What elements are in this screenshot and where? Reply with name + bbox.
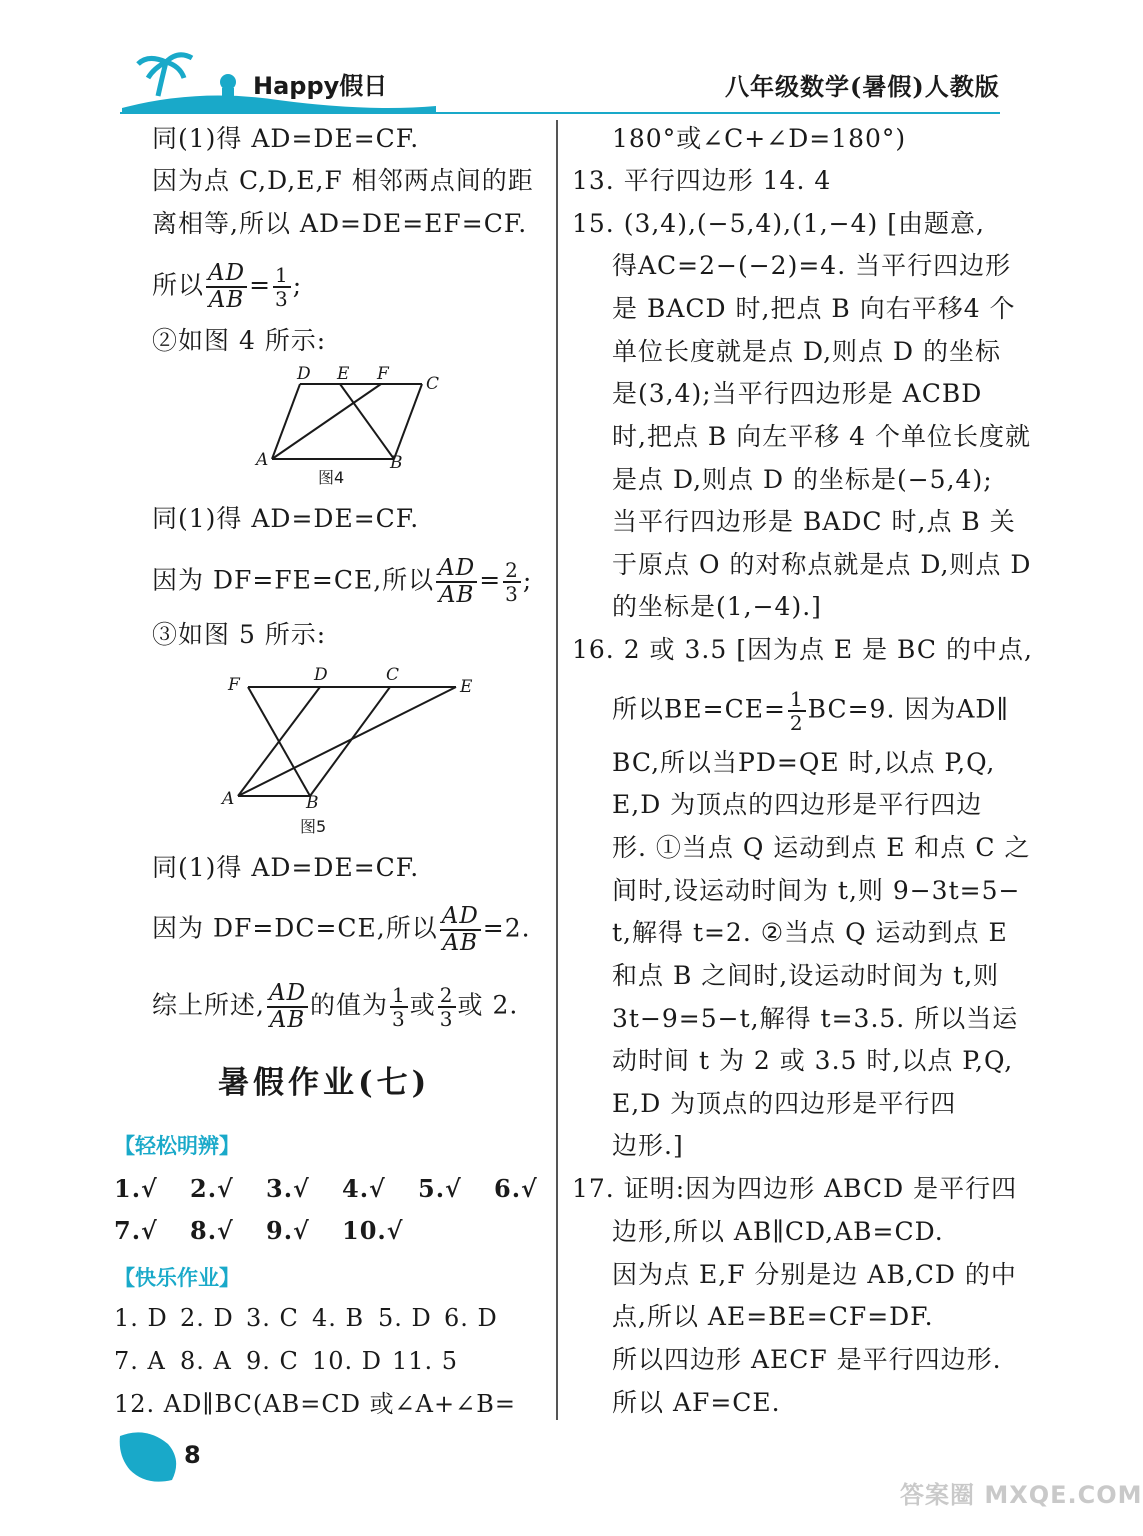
text: 或 2. <box>457 990 519 1020</box>
right-line-5: 是 BACD 时,把点 B 向右平移4 个 <box>612 294 1016 323</box>
numerator: AD <box>438 555 476 581</box>
answer: 3.√ <box>266 1174 310 1203</box>
numerator: AD <box>268 980 307 1006</box>
header-rule <box>120 112 1000 114</box>
right-line-28: 点,所以 AE=BE=CF=DF. <box>612 1302 934 1331</box>
right-line-4: 得AC=2−(−2)=4. 当平行四边形 <box>612 251 1012 280</box>
fraction <box>206 262 247 312</box>
text: 综上所述, <box>152 990 265 1020</box>
logo-text: Happy假日 <box>253 72 388 100</box>
right-line-1: 180°或∠C+∠D=180°) <box>612 124 907 153</box>
answer: 3. C <box>246 1304 299 1332</box>
text: ; <box>292 270 303 300</box>
text: 的值为 <box>310 990 389 1020</box>
fraction <box>503 560 521 604</box>
numerator: 2 <box>505 558 519 582</box>
label-C: C <box>426 374 440 394</box>
denominator: 3 <box>505 582 519 606</box>
right-line-13: 16. 2 或 3.5 [因为点 E 是 BC 的中点, <box>572 635 1033 664</box>
right-line-7: 是(3,4);当平行四边形是 ACBD <box>612 379 983 408</box>
left-line-6: 同(1)得 AD=DE=CF. <box>152 504 420 533</box>
text: 因为 DF=FE=CE,所以 <box>152 565 435 595</box>
denominator: AB <box>269 1007 306 1033</box>
answer: 10.√ <box>342 1216 404 1245</box>
left-line-10 <box>152 905 531 955</box>
label-A: A <box>256 450 269 470</box>
mc-row-2 <box>114 1346 472 1376</box>
numerator: 1 <box>392 983 406 1007</box>
right-line-15: BC,所以当PD=QE 时,以点 P,Q, <box>612 748 996 777</box>
answer: 11. 5 <box>392 1347 459 1375</box>
text: 所以 <box>152 270 205 300</box>
right-line-30: 所以 AF=CE. <box>612 1388 781 1417</box>
right-line-20: 和点 B 之间时,设运动时间为 t,则 <box>612 961 1000 990</box>
text: ; <box>522 565 533 595</box>
right-line-26: 边形,所以 AB∥CD,AB=CD. <box>612 1217 944 1246</box>
label-C: C <box>386 665 400 685</box>
fraction <box>273 265 291 309</box>
answer: 1.√ <box>114 1174 158 1203</box>
right-line-27: 因为点 E,F 分别是边 AB,CD 的中 <box>612 1260 1017 1289</box>
numerator: AD <box>208 260 246 286</box>
right-line-25: 17. 证明:因为四边形 ABCD 是平行四 <box>572 1174 1018 1203</box>
left-line-1: 同(1)得 AD=DE=CF. <box>152 124 420 153</box>
right-line-9: 是点 D,则点 D 的坐标是(−5,4); <box>612 465 993 494</box>
fraction <box>788 689 806 733</box>
text: = <box>249 270 272 300</box>
answer: 10. D <box>312 1347 383 1375</box>
answer: 4. B <box>312 1304 365 1332</box>
denominator: 3 <box>439 1007 454 1031</box>
answer: 8.√ <box>190 1216 234 1245</box>
right-line-11: 于原点 O 的对称点就是点 D,则点 D <box>612 550 1032 579</box>
mc-row-1 <box>114 1303 510 1333</box>
answer: 5. D <box>378 1304 432 1332</box>
left-line-5: ②如图 4 所示: <box>152 326 327 355</box>
right-line-19: t,解得 t=2. ②当点 Q 运动到点 E <box>612 918 1008 947</box>
left-line-11 <box>152 982 518 1032</box>
right-line-3: 15. (3,4),(−5,4),(1,−4) [由题意, <box>572 209 985 238</box>
answer: 2.√ <box>190 1174 234 1203</box>
left-line-4 <box>152 262 302 312</box>
section-title: 暑假作业(七) <box>218 1065 431 1101</box>
answer: 1. D <box>114 1304 168 1332</box>
fraction <box>436 557 477 607</box>
text: 所以BE=CE= <box>612 694 786 724</box>
right-line-16: E,D 为顶点的四边形是平行四边 <box>612 790 983 819</box>
denominator: AB <box>438 582 475 608</box>
figure-5-caption: 图5 <box>300 817 327 836</box>
answer: 8. A <box>180 1347 232 1375</box>
right-line-17: 形. ①当点 Q 运动到点 E 和点 C 之 <box>612 833 1031 862</box>
text: 因为 DF=DC=CE,所以 <box>152 913 438 943</box>
answer: 9. C <box>246 1347 299 1375</box>
figure-5 <box>220 660 490 840</box>
numerator: 1 <box>789 687 804 711</box>
denominator: 2 <box>789 711 804 735</box>
left-line-7 <box>152 557 532 607</box>
figure-4-caption: 图4 <box>318 468 345 487</box>
answer: 9.√ <box>266 1216 310 1245</box>
leaf-icon <box>116 1430 180 1484</box>
label-B: B <box>390 453 403 473</box>
answer: 6. D <box>444 1304 498 1332</box>
right-line-23: E,D 为顶点的四边形是平行四 <box>612 1089 957 1118</box>
right-line-29: 所以四边形 AECF 是平行四边形. <box>612 1345 1002 1374</box>
book-title: 八年级数学(暑假)人教版 <box>725 72 1000 101</box>
label-F: F <box>228 675 240 695</box>
denominator: AB <box>442 930 479 956</box>
label-B: B <box>306 793 319 813</box>
left-line-8: ③如图 5 所示: <box>152 620 327 649</box>
figure-4 <box>250 365 450 490</box>
watermark: 答案圈 MXQE.COM <box>900 1481 1143 1509</box>
fraction <box>267 982 308 1032</box>
right-line-10: 当平行四边形是 BADC 时,点 B 关 <box>612 507 1016 536</box>
label-E: E <box>337 364 350 384</box>
right-line-6: 单位长度就是点 D,则点 D 的坐标 <box>612 337 1001 366</box>
tag-happy-homework: 【快乐作业】 <box>114 1266 240 1290</box>
answer: 5.√ <box>418 1174 462 1203</box>
label-F: F <box>377 364 389 384</box>
right-line-14 <box>612 689 1009 733</box>
numerator: 2 <box>439 983 454 1007</box>
denominator: AB <box>208 287 245 313</box>
right-line-12: 的坐标是(1,−4).] <box>612 592 822 621</box>
answer: 2. D <box>180 1304 234 1332</box>
right-line-24: 边形.] <box>612 1131 684 1160</box>
fraction <box>438 985 456 1029</box>
right-line-2: 13. 平行四边形 14. 4 <box>572 166 832 195</box>
q12-line: 12. AD∥BC(AB=CD 或∠A+∠B= <box>114 1390 516 1418</box>
right-line-18: 间时,设运动时间为 t,则 9−3t=5− <box>612 876 1021 905</box>
text: 或 <box>409 990 436 1020</box>
header-logo <box>118 48 438 114</box>
left-line-3: 离相等,所以 AD=DE=EF=CF. <box>152 209 528 238</box>
column-divider <box>556 120 558 1420</box>
right-line-22: 动时间 t 为 2 或 3.5 时,以点 P,Q, <box>612 1046 1014 1075</box>
right-line-8: 时,把点 B 向左平移 4 个单位长度就 <box>612 422 1032 451</box>
tag-easy: 【轻松明辨】 <box>114 1134 240 1158</box>
text: = <box>479 565 502 595</box>
denominator: 3 <box>275 287 289 311</box>
left-line-2: 因为点 C,D,E,F 相邻两点间的距 <box>152 166 534 195</box>
text: =2. <box>482 913 531 943</box>
label-A: A <box>222 789 235 809</box>
fraction <box>440 905 481 955</box>
answer: 4.√ <box>342 1174 386 1203</box>
denominator: 3 <box>392 1007 406 1031</box>
right-line-21: 3t−9=5−t,解得 t=3.5. 所以当运 <box>612 1004 1019 1033</box>
answer: 6.√ <box>494 1174 538 1203</box>
fraction <box>390 985 408 1029</box>
numerator: 1 <box>275 263 289 287</box>
page-number: 8 <box>184 1441 202 1469</box>
label-D: D <box>314 665 328 685</box>
answer: 7. A <box>114 1347 166 1375</box>
text: BC=9. 因为AD∥ <box>807 694 1009 724</box>
tf-row-1 <box>114 1174 554 1204</box>
numerator: AD <box>441 903 479 929</box>
tf-row-2 <box>114 1216 418 1246</box>
label-E: E <box>460 677 473 697</box>
label-D: D <box>297 364 311 384</box>
left-line-9: 同(1)得 AD=DE=CF. <box>152 853 420 882</box>
answer: 7.√ <box>114 1216 158 1245</box>
